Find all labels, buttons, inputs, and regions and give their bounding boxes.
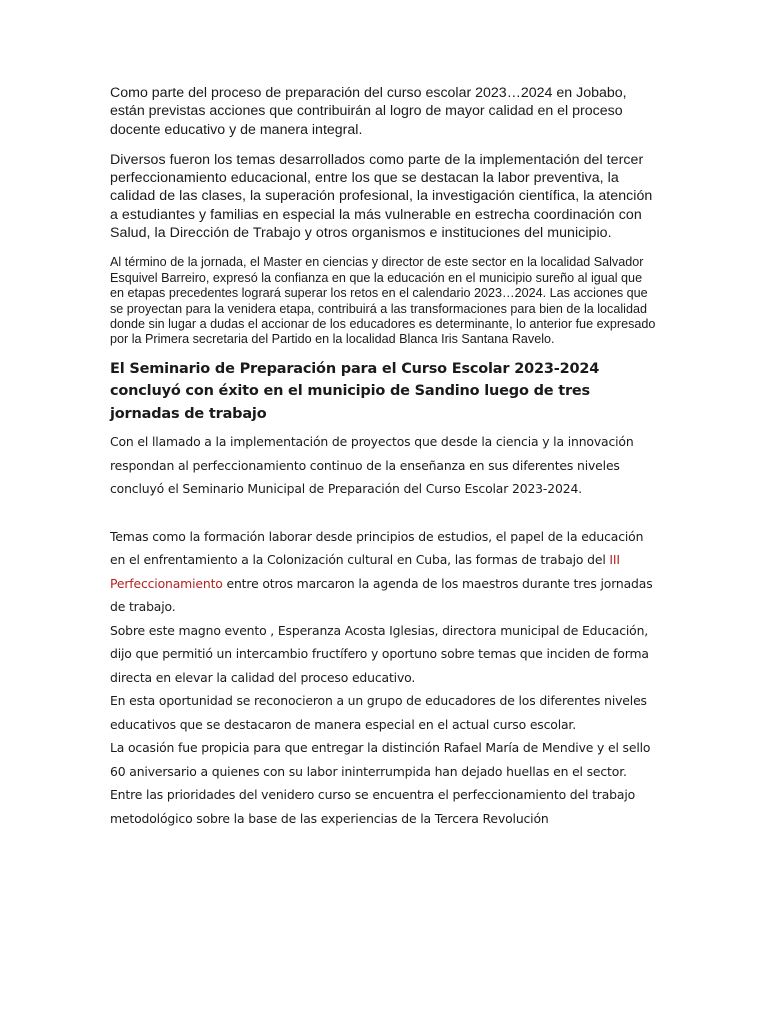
intro-paragraph-3: Al término de la jornada, el Master en ciencias y director de este sector en la localidad Salvador Esquivel Barreiro, expresó la confianza en que la educación en el municipio sureño al igual que en etapas precedentes logrará superar los retos en el calendario 2023…2024. Las acciones que se proyectan para la venidera etapa, contribuirá a las transformaciones para bien de la localidad donde sin lugar a dudas el accionar de los educadores es determinante, lo anterior fue expresado por la Primera secretaria del Partido en la localidad Blanca Iris Santana Ravelo. bbox=[110, 255, 656, 347]
body-paragraph-3: Sobre este magno evento , Esperanza Acosta Iglesias, directora municipal de Educación, dijo que permitió un intercambio fructífero y oportuno sobre temas que inciden de forma directa en elevar la calidad del proceso educativo. bbox=[110, 622, 649, 685]
body-paragraph-6: Entre las prioridades del venidero curso se encuentra el perfeccionamiento del trabajo metodológico sobre la base de las experiencias de la Tercera Revolución bbox=[110, 787, 636, 826]
body-paragraph-1: Con el llamado a la implementación de proyectos que desde la ciencia y la innovación respondan al perfeccionamiento continuo de la enseñanza en sus diferentes niveles concluyó el Seminario Municipal de Preparación del Curso Escolar 2023-2024. bbox=[110, 434, 634, 497]
body-paragraph-2-end: entre otros marcaron la agenda de los maestros durante tres jornadas de trabajo. bbox=[110, 575, 653, 615]
document-page bbox=[110, 84, 658, 830]
intro-paragraph-1: Como parte del proceso de preparación del curso escolar 2023…2024 en Jobabo, están previstas acciones que contribuirán al logro de mayor calidad en el proceso docente educativo y de manera integral. bbox=[110, 85, 627, 138]
perfeccionamiento-link[interactable]: III Perfeccionamiento bbox=[110, 552, 620, 591]
article-heading: El Seminario de Preparación para el Curso Escolar 2023-2024 concluyó con éxito en el municipio de Sandino luego de tres jornadas de trabajo bbox=[110, 360, 600, 422]
intro-paragraph-2: Diversos fueron los temas desarrollados como parte de la implementación del tercer perfeccionamiento educacional, entre los que se destacan la labor preventiva, la calidad de las clases, la superación profesional, la investigación científica, la atención a estudiantes y familias en especial la más vulnerable en estrecha coordinación con Salud, la Dirección de Trabajo y otros organismos e instituciones del municipio. bbox=[110, 151, 653, 242]
body-paragraph-4: En esta oportunidad se reconocieron a un grupo de educadores de los diferentes niveles educativos que se destacaron de manera especial en el actual curso escolar. bbox=[110, 693, 647, 732]
body-paragraph-5: La ocasión fue propicia para que entregar la distinción Rafael María de Mendive y el sello 60 aniversario a quienes con su labor ininterrumpida han dejado huellas en el sector. bbox=[110, 740, 651, 779]
body-paragraph-2 bbox=[110, 525, 658, 619]
body-paragraph-2-start: Temas como la formación laborar desde principios de estudios, el papel de la educación en el enfrentamiento a la Colonización cultural en Cuba, las formas de trabajo del bbox=[110, 528, 644, 568]
